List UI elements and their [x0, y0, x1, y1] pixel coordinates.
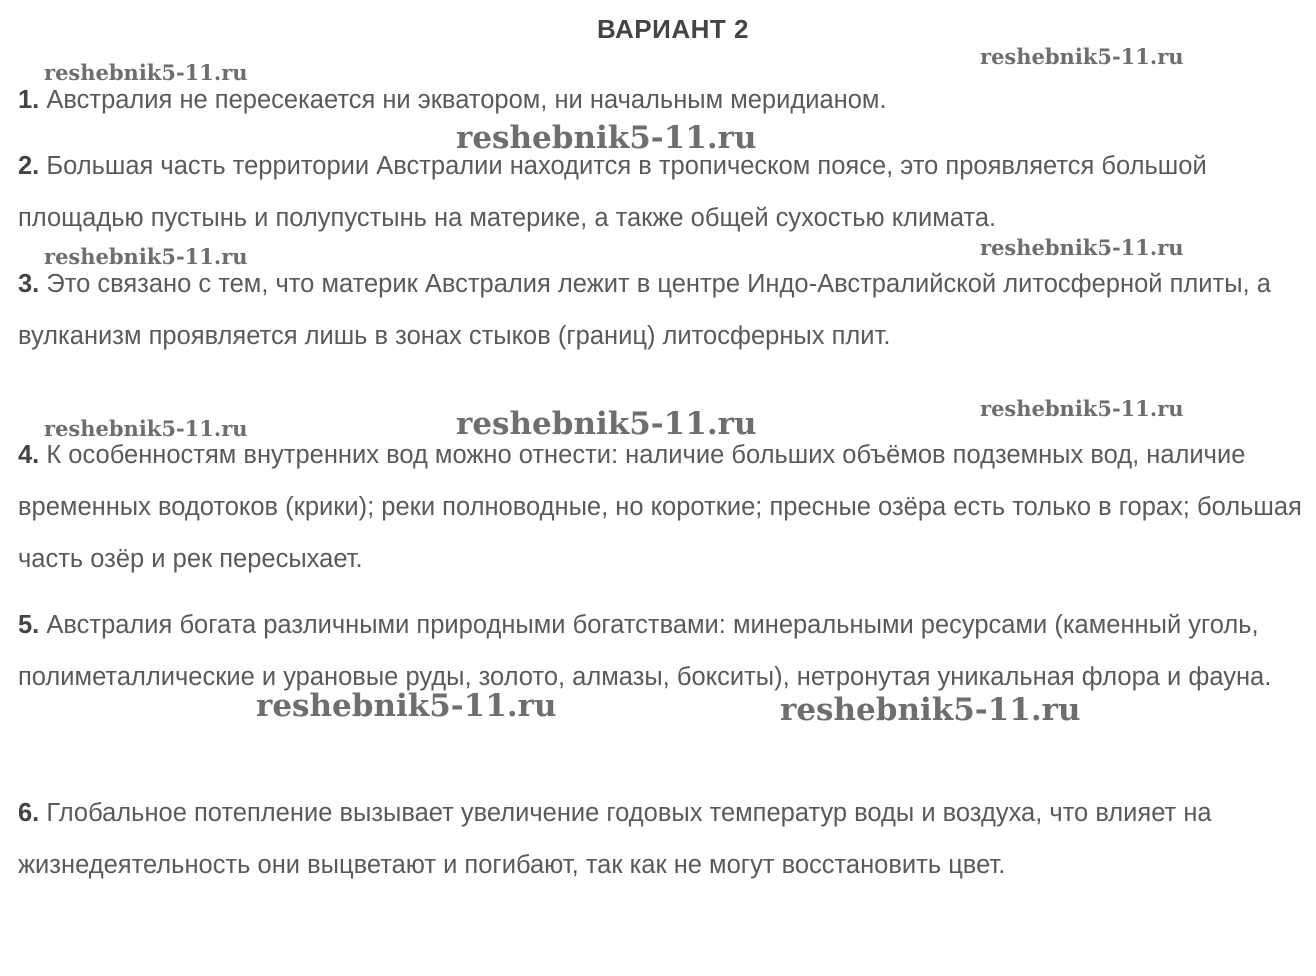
answer-text: Австралия богата различными природными богатствами: минеральными ресурсами (каменный уголь, полиметаллические и урановые руды, золото, алмазы, бокситы), нетронутая уникальная флора и фауна. — [18, 611, 1272, 691]
answer-number: 1. — [18, 86, 40, 114]
answer-text: Австралия не пересекается ни экватором, ни начальным меридианом. — [39, 86, 887, 114]
answer-text: К особенностям внутренних вод можно отнести: наличие больших объёмов подземных вод, наличие временных водотоков (крики); реки полноводные, но короткие; пресные озёра есть только в горах; большая часть озёр и рек пересыхает. — [18, 441, 1302, 573]
answer-number: 4. — [18, 441, 40, 469]
answer-4 — [18, 429, 1308, 585]
watermark: reshebnik5-11.ru — [780, 692, 1081, 728]
watermark: reshebnik5-11.ru — [44, 244, 248, 269]
watermark: reshebnik5-11.ru — [44, 60, 248, 85]
page-title: ВАРИАНТ 2 — [597, 14, 749, 44]
answer-number: 6. — [18, 799, 40, 827]
watermark: reshebnik5-11.ru — [456, 120, 757, 156]
answer-number: 5. — [18, 611, 40, 639]
answer-number: 3. — [18, 270, 40, 298]
watermark: reshebnik5-11.ru — [44, 416, 248, 441]
watermark: reshebnik5-11.ru — [256, 688, 557, 724]
answer-text: Большая часть территории Австралии находится в тропическом поясе, это проявляется большой площадью пустынь и полупустынь на материке, а также общей сухостью климата. — [18, 152, 1207, 232]
answer-text: Глобальное потепление вызывает увеличение годовых температур воды и воздуха, что влияет на жизнедеятельность они выцветают и погибают, так как не могут восстановить цвет. — [18, 799, 1212, 879]
watermark: reshebnik5-11.ru — [980, 44, 1184, 69]
watermark: reshebnik5-11.ru — [980, 396, 1184, 421]
answer-5 — [18, 599, 1308, 703]
answer-3 — [18, 258, 1308, 362]
answer-6 — [18, 787, 1308, 891]
answer-number: 2. — [18, 152, 40, 180]
answer-text: Это связано с тем, что материк Австралия лежит в центре Индо-Австралийской литосферной плиты, а вулканизм проявляется лишь в зонах стыков (границ) литосферных плит. — [18, 270, 1271, 350]
watermark: reshebnik5-11.ru — [456, 406, 757, 442]
watermark: reshebnik5-11.ru — [980, 235, 1184, 260]
